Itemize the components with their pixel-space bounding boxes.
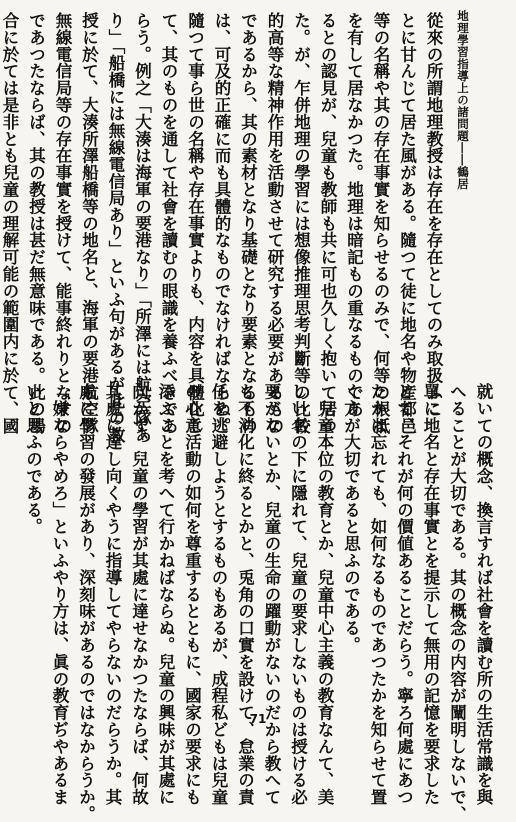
text-line: も不消化に終るとかと、兎角の口實を設けて、怠業の責 — [235, 383, 255, 806]
text-line: へることが大切である。其の概念の内容が闡明しないで、 — [447, 383, 467, 822]
text-line: 處に學習の發展があり、深刻味があるのではなからうか。 — [76, 383, 96, 822]
text-line: とて、それが何の價値あることだらう。寧ろ何處にあつ — [394, 383, 414, 806]
text-line: は、可及的正確に而も具體的なものでなければならぬ。 — [212, 12, 231, 435]
text-line: るとの認見が、兒童も教師も共に可也久しく抱いて居つ — [318, 12, 337, 435]
text-line: 添ふことを考へて行かねばならぬ。兒童の興味が其處に — [156, 383, 175, 806]
upper-text-block — [0, 12, 446, 444]
text-line: の心意活動の如何を尊重するとともに、國家の要求にも — [182, 383, 202, 806]
text-line: 合に於ては是非とも兒童の理解可能の範圍内に於て、國 — [0, 12, 19, 435]
text-line: て、其のものを通して社會を讀むの眼識を養ふべきであ — [159, 12, 178, 435]
text-line: 隨つて事ら世の名稱や存在事實よりも、内容を具體化し — [185, 12, 205, 435]
text-line: らう。例之「大湊は海軍の要港なり」「所澤には航空隊あ — [132, 12, 152, 444]
text-line: とに甘んじて居た風がある。隨つて徒に地名や物産都邑 — [397, 12, 417, 435]
text-line: であるから、其の素材となり基礎となり要素となるもの — [238, 12, 258, 435]
running-head: 地理學習指導上の諸問題――鶴居 — [456, 10, 470, 190]
text-line: 的高等な精神作用を活動させて研究する必要があるもの — [265, 12, 284, 435]
text-line: く方が大切であると思ふのである。 — [341, 383, 361, 654]
text-line: 授に於て、大湊所澤船橋等の地名と、海軍の要港航空隊 — [79, 12, 99, 435]
text-line: を有して居なかつた。地理は暗記もの重なるものであ — [344, 12, 364, 418]
text-line: であつたならば、其の教授は甚だ無意味である。此の場 — [26, 12, 46, 435]
text-line: た。が、乍併地理の學習には想像推理思考判斷等の比較 — [291, 12, 311, 435]
text-line: 要がないとか、兒童の生命の躍動がないのだから教へて — [262, 383, 281, 806]
text-line: しい名の下に隱れて、兒童の要求しないものは授ける必 — [288, 383, 308, 806]
text-line: いと思ふのである。 — [23, 383, 43, 536]
text-line: たかは忘れても、如何なるものであつたかを知らせて置 — [368, 383, 387, 806]
text-line: 其處に達し向くやうに指導してやらないのだらうか。其 — [103, 383, 122, 806]
page-number: 71 — [249, 712, 267, 726]
text-line: 無線電信局等の存在事實を授けて、能事終れりとなすの — [53, 12, 72, 435]
text-line: 任を逃避しようとするものもあるが、成程私どもは兒童 — [209, 383, 228, 806]
text-line: 單に地名と存在事實とを提示して無用の記憶を要求した — [421, 383, 440, 806]
text-line: 等の名稱や其の存在事實を知らせるのみで、何等の根抵 — [371, 12, 390, 435]
text-line: 從來の所謂地理教授は存在を存在としてのみ取扱ふこ — [424, 12, 443, 418]
text-line: り」「船橋には無線電信局あり」といふ句があるが此の教 — [106, 12, 125, 444]
text-line: 向かず、兒童の學習が其處に達せなかつたならば、何故 — [129, 383, 149, 806]
text-line: 就いての概念、換言すれば社會を讀む所の生活常識を與 — [474, 383, 493, 806]
text-line: 兒童本位の教育とか、兒童中心主義の教育なんて、美 — [315, 383, 334, 806]
text-line: 「嫌ならやめろ」といふやり方は、眞の教育ぢやあるま — [50, 383, 69, 806]
